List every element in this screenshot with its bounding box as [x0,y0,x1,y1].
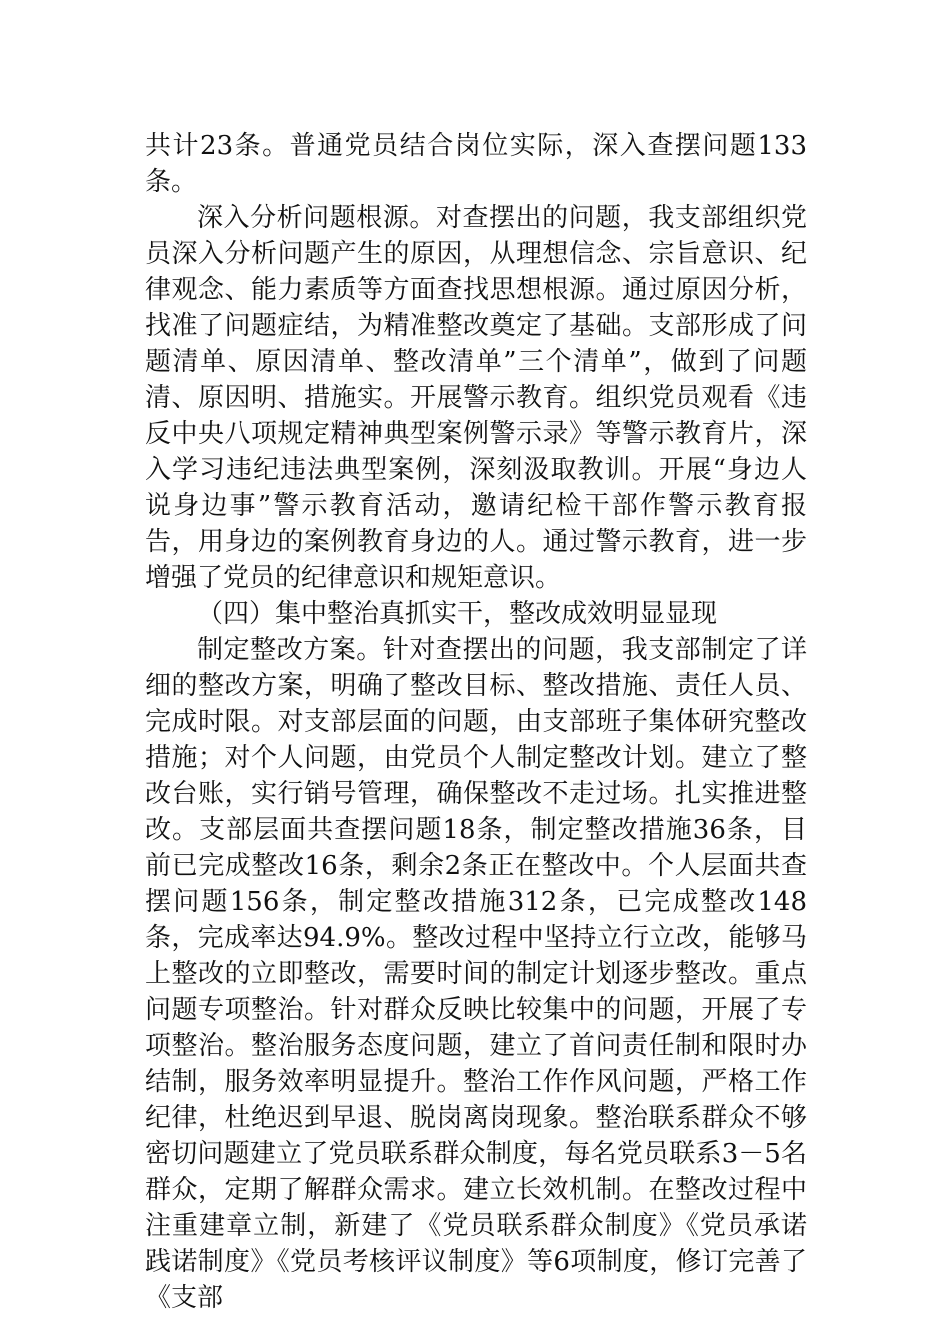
paragraph-continuation: 共计23条。普通党员结合岗位实际，深入查摆问题133条。 [145,131,807,197]
section-heading-four: （四）集中整治真抓实干，整改成效明显显现 [197,599,718,629]
paragraph-rectification: 制定整改方案。针对查摆出的问题，我支部制定了详细的整改方案，明确了整改目标、整改措施、责任人员、完成时限。对支部层面的问题，由支部班子集体研究整改措施；对个人问题，由党员个人制定整改计划。建立了整改台账，实行销号管理，确保整改不走过场。扎实推进整改。支部层面共查摆问题18条，制定整改措施36条，目前已完成整改16条，剩余2条正在整改中。个人层面共查摆问题156条，制定整改措施312条，已完成整改148条，完成率达94.9%。整改过程中坚持立行立改，能够马上整改的立即整改，需要时间的制定计划逐步整改。重点问题专项整治。针对群众反映比较集中的问题，开展了专项整治。整治服务态度问题，建立了首问责任制和限时办结制，服务效率明显提升。整治工作作风问题，严格工作纪律，杜绝迟到早退、脱岗离岗现象。整治联系群众不够密切问题建立了党员联系群众制度，每名党员联系3－5名群众，定期了解群众需求。建立长效机制。在整改过程中注重建章立制，新建了《党员联系群众制度》《党员承诺践诺制度》《党员考核评议制度》等6项制度，修订完善了《支部 [145,635,807,1313]
document-body [145,128,807,1316]
paragraph-root-cause-analysis: 深入分析问题根源。对查摆出的问题，我支部组织党员深入分析问题产生的原因，从理想信念、宗旨意识、纪律观念、能力素质等方面查找思想根源。通过原因分析，找准了问题症结，为精准整改奠定了基础。支部形成了问题清单、原因清单、整改清单”三个清单”，做到了问题清、原因明、措施实。开展警示教育。组织党员观看《违反中央八项规定精神典型案例警示录》等警示教育片，深入学习违纪违法典型案例，深刻汲取教训。开展“身边人说身边事”警示教育活动，邀请纪检干部作警示教育报告，用身边的案例教育身边的人。通过警示教育，进一步增强了党员的纪律意识和规矩意识。 [145,203,807,593]
